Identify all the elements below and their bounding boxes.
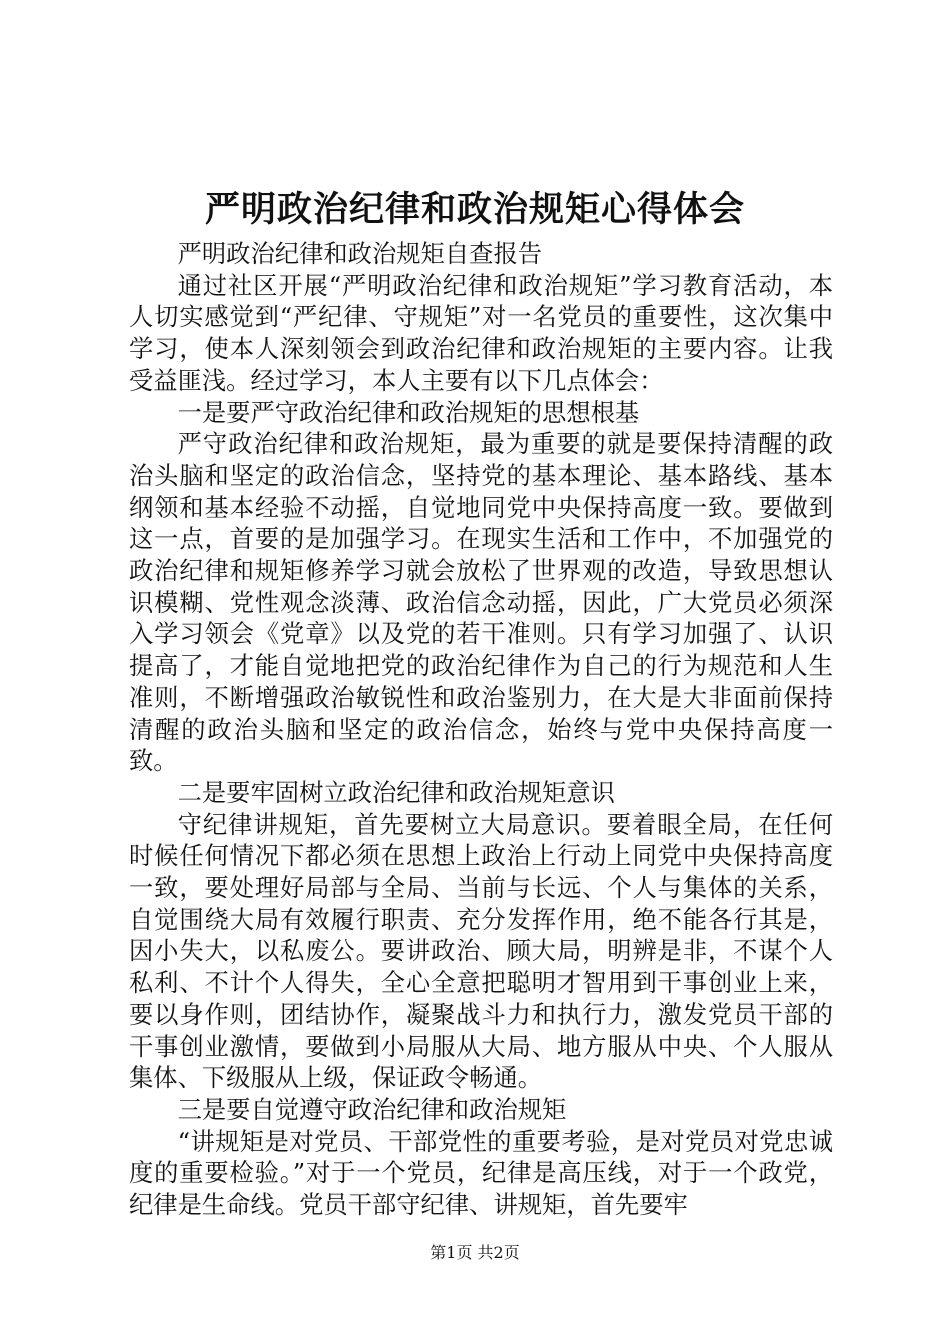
section-paragraph-3: “讲规矩是对党员、干部党性的重要考验，是对党员对党忠诚度的重要检验。”对于一个党员，纪律是高压线，对于一个政党，纪律是生命线。党员干部守纪律、讲规矩，首先要牢 bbox=[129, 1126, 833, 1220]
section-paragraph-1: 严守政治纪律和政治规矩，最为重要的就是要保持清醒的政治头脑和坚定的政治信念，坚持党的基本理论、基本路线、基本纲领和基本经验不动摇，自觉地同党中央保持高度一致。要做到这一点，首要的是加强学习。在现实生活和工作中，不加强党的政治纪律和规矩修养学习就会放松了世界观的改造，导致思想认识模糊、党性观念淡薄、政治信念动摇，因此，广大党员必须深入学习领会《党章》以及党的若干准则。只有学习加强了、认识提高了，才能自觉地把党的政治纪律作为自己的行为规范和人生准则，不断增强政治敏锐性和政治鉴别力，在大是大非面前保持清醒的政治头脑和坚定的政治信念，始终与党中央保持高度一致。 bbox=[129, 429, 833, 776]
section-heading-1: 一是要严守政治纪律和政治规矩的思想根基 bbox=[177, 397, 640, 427]
document-body bbox=[129, 238, 833, 1221]
intro-paragraph: 通过社区开展“严明政治纪律和政治规矩”学习教育活动，本人切实感觉到“严纪律、守规矩”对一名党员的重要性，这次集中学习，使本人深刻领会到政治纪律和政治规矩的主要内容。让我受益匪浅。经过学习，本人主要有以下几点体会： bbox=[129, 270, 833, 395]
section-paragraph-2: 守纪律讲规矩，首先要树立大局意识。要着眼全局，在任何时候任何情况下都必须在思想上政治上行动上同党中央保持高度一致，要处理好局部与全局、当前与长远、个人与集体的关系，自觉围绕大局有效履行职责、充分发挥作用，绝不能各行其是，因小失大，以私废公。要讲政治、顾大局，明辨是非，不谋个人私利、不计个人得失，全心全意把聪明才智用到干事创业上来，要以身作则，团结协作，凝聚战斗力和执行力，激发党员干部的干事创业激情，要做到小局服从大局、地方服从中央、个人服从集体、下级服从上级，保证政令畅通。 bbox=[129, 809, 833, 1093]
section-heading-3: 三是要自觉遵守政治纪律和政治规矩 bbox=[177, 1094, 567, 1124]
subtitle-paragraph: 严明政治纪律和政治规矩自查报告 bbox=[177, 239, 543, 268]
section-heading-2: 二是要牢固树立政治纪律和政治规矩意识 bbox=[177, 777, 615, 807]
document-title: 严明政治纪律和政治规矩心得体会 bbox=[204, 189, 745, 230]
page-footer: 第1页 共2页 bbox=[430, 1243, 520, 1262]
